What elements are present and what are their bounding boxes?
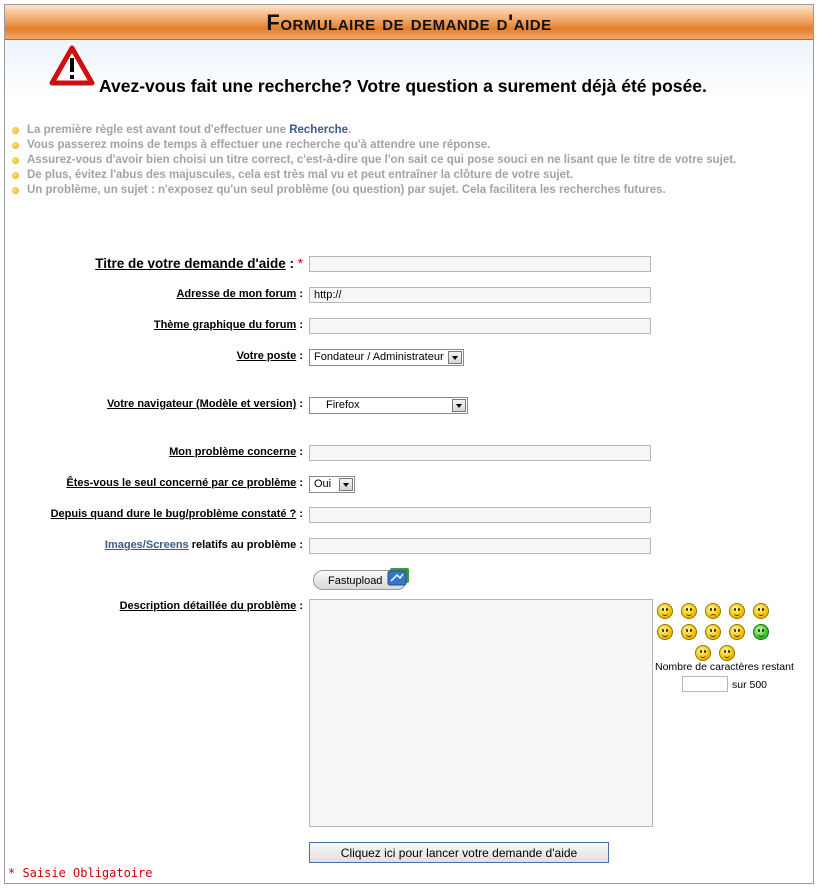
alone-label: Êtes-vous le seul concerné par ce problème :	[66, 477, 303, 489]
bullet-icon	[12, 127, 19, 134]
browser-select[interactable]: Firefox	[309, 397, 468, 414]
search-reminder-headline: Avez-vous fait une recherche? Votre question a surement déjà été posée.	[99, 76, 707, 96]
required-mark: *	[297, 256, 303, 271]
tongue-icon[interactable]	[657, 624, 673, 640]
chevron-down-icon[interactable]	[448, 351, 462, 364]
images-input[interactable]	[309, 538, 651, 554]
problem-input[interactable]	[309, 445, 651, 461]
title-bar	[5, 5, 813, 40]
title-label: Titre de votre demande d'aide : *	[95, 256, 303, 271]
sad-icon[interactable]	[705, 603, 721, 619]
bullet-icon	[12, 142, 19, 149]
search-link[interactable]: Recherche	[289, 124, 349, 136]
cool-icon[interactable]	[729, 603, 745, 619]
bullet-icon	[12, 187, 19, 194]
submit-button[interactable]: Cliquez ici pour lancer votre demande d'aide	[309, 842, 609, 863]
neutral-icon[interactable]	[681, 624, 697, 640]
chevron-down-icon[interactable]	[339, 478, 353, 491]
fastupload-button[interactable]: Fastupload	[313, 570, 407, 590]
theme-input[interactable]	[309, 318, 651, 334]
very-happy-icon[interactable]	[657, 603, 673, 619]
role-select[interactable]: Fondateur / Administrateur	[309, 349, 464, 366]
chevron-down-icon[interactable]	[452, 399, 466, 412]
images-link[interactable]: Images/Screens	[104, 539, 189, 551]
help-request-form	[4, 4, 814, 884]
images-label: Images/Screens relatifs au problème :	[104, 539, 303, 551]
title-input[interactable]	[309, 256, 651, 272]
smile-icon[interactable]	[681, 603, 697, 619]
wink-icon[interactable]	[729, 624, 745, 640]
bullet-icon	[12, 157, 19, 164]
forum-url-label: Adresse de mon forum :	[176, 288, 303, 300]
rule-item: Un problème, un sujet : n'exposez qu'un seul problème (ou question) par sujet. Cela facilitera les recherches futures.	[11, 183, 736, 198]
mandatory-note: * Saisie Obligatoire	[8, 866, 153, 880]
crying-icon[interactable]	[705, 624, 721, 640]
browser-label: Votre navigateur (Modèle et version) :	[106, 398, 303, 410]
rule-item: De plus, évitez l'abus des majuscules, cela est très mal vu et peut entraîner la clôture de votre sujet.	[11, 168, 736, 183]
problem-label: Mon problème concerne :	[169, 446, 303, 458]
bullet-icon	[12, 172, 19, 179]
role-label: Votre poste :	[236, 350, 303, 362]
counter-label: Nombre de caractères restant	[655, 661, 794, 673]
since-input[interactable]	[309, 507, 651, 523]
theme-label: Thème graphique du forum :	[153, 319, 303, 331]
rule-item: Vous passerez moins de temps à effectuer une recherche qu'à attendre une réponse.	[11, 138, 736, 153]
since-label: Depuis quand dure le bug/problème constaté ? :	[50, 508, 303, 520]
rule-item: La première règle est avant tout d'effectuer une Recherche.	[11, 123, 736, 138]
laughing-icon[interactable]	[753, 603, 769, 619]
rules-list	[11, 123, 736, 198]
page-title: Formulaire de demande d'aide	[266, 10, 552, 35]
rule-item: Assurez-vous d'avoir bien choisi un titre correct, c'est-à-dire que l'on sait ce qui pose souci en ne lisant que le titre de votre sujet.	[11, 153, 736, 168]
upload-icon[interactable]	[387, 566, 411, 588]
green-smile-icon[interactable]	[753, 624, 769, 640]
forum-url-input[interactable]	[309, 287, 651, 303]
warning-icon	[49, 45, 95, 87]
confused-icon[interactable]	[719, 645, 735, 661]
counter-max: sur 500	[732, 679, 768, 691]
character-counter	[682, 676, 728, 692]
description-textarea[interactable]	[309, 599, 653, 827]
description-label: Description détaillée du problème :	[119, 600, 303, 612]
alone-select[interactable]: Oui	[309, 476, 355, 493]
angel-icon[interactable]	[695, 645, 711, 661]
